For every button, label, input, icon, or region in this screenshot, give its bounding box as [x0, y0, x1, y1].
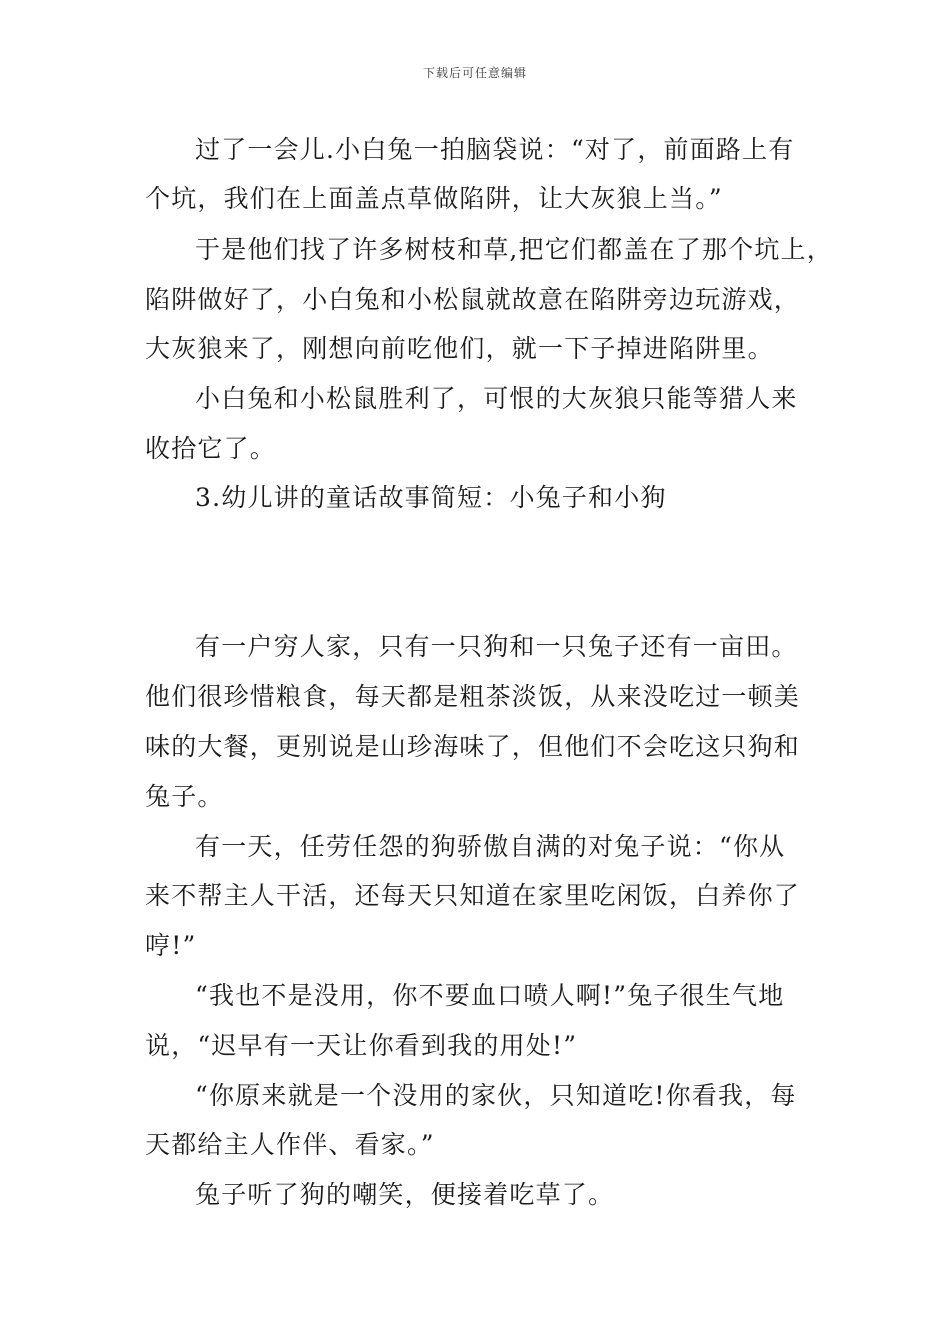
text-line: 兔子听了狗的嘲笑，便接着吃草了。 — [195, 1180, 615, 1209]
text-line: 说，“迟早有一天让你看到我的用处!” — [145, 1031, 578, 1060]
section-heading: 3.幼儿讲的童话故事简短：小兔子和小狗 — [195, 483, 667, 512]
text-line: 个坑，我们在上面盖点草做陷阱，让大灰狼上当。” — [145, 184, 723, 213]
text-line: “你原来就是一个没用的家伙，只知道吃!你看我，每 — [195, 1081, 797, 1110]
page-header: 下载后可任意编辑 — [422, 66, 527, 80]
text-line: 小白兔和小松鼠胜利了，可恨的大灰狼只能等猎人来 — [195, 384, 798, 413]
text-line: 他们很珍惜粮食，每天都是粗茶淡饭，从来没吃过一顿美 — [145, 682, 801, 711]
text-line: 陷阱做好了，小白兔和小松鼠就故意在陷阱旁边玩游戏， — [145, 285, 801, 314]
text-line: 于是他们找了许多树枝和草,把它们都盖在了那个坑上， — [195, 235, 833, 264]
text-line: 过了一会儿.小白兔一拍脑袋说：“对了，前面路上有 — [195, 135, 795, 164]
text-line: 有一天，任劳任怨的狗骄傲自满的对兔子说：“你从 — [195, 832, 786, 861]
text-line: 大灰狼来了，刚想向前吃他们，就一下子掉进陷阱里。 — [145, 334, 774, 363]
text-line: 味的大餐，更别说是山珍海味了，但他们不会吃这只狗和 — [145, 732, 801, 761]
text-line: 来不帮主人干活，还每天只知道在家里吃闲饭，白养你了 — [145, 881, 801, 910]
text-line: 天都给主人作伴、看家。” — [145, 1130, 435, 1159]
text-line: 有一户穷人家，只有一只狗和一只兔子还有一亩田。 — [195, 632, 798, 661]
text-line: 收拾它了。 — [145, 434, 277, 463]
text-line: 兔子。 — [145, 782, 224, 811]
text-line: “我也不是没用，你不要血口喷人啊!”兔子很生气地 — [195, 981, 785, 1010]
text-line: 哼!” — [145, 931, 197, 960]
